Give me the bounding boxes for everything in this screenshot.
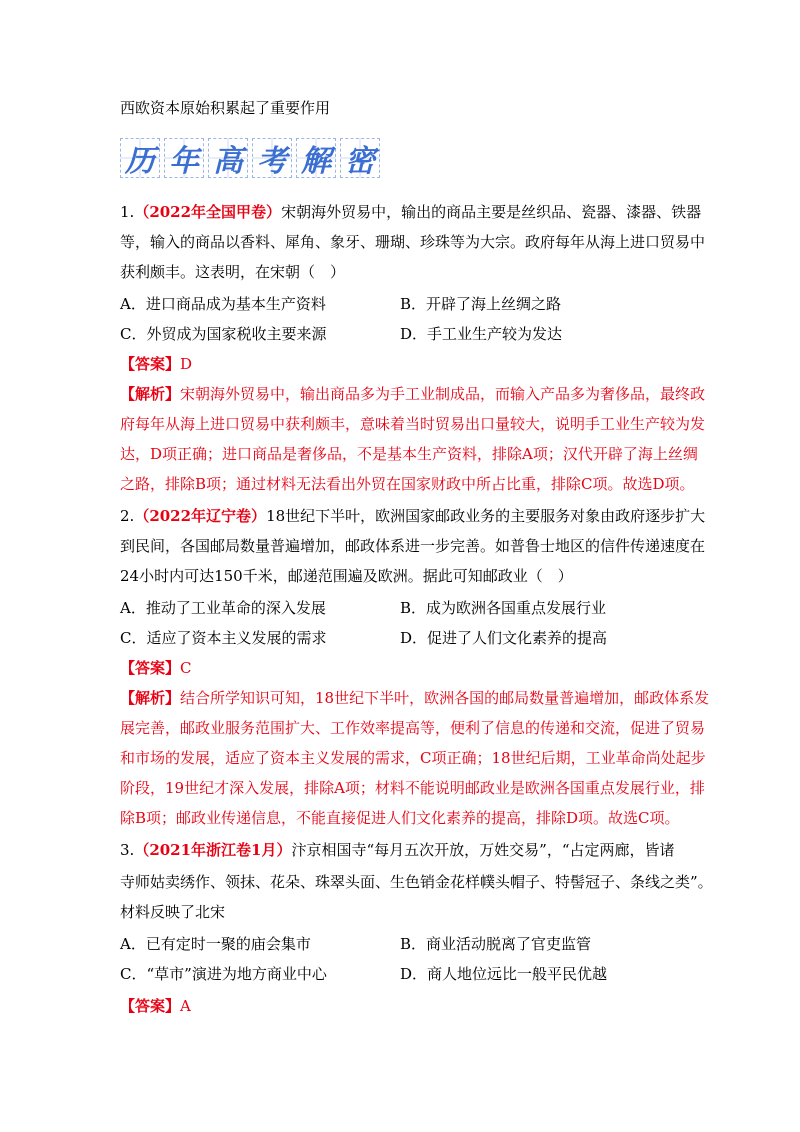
q1-analysis-text: 宋朝海外贸易中，输出商品多为手工业制成品，而输入产品多为奢侈品，最终政 <box>180 385 706 403</box>
banner-char: 解 <box>296 138 336 178</box>
q1-analysis-line1 <box>120 384 705 404</box>
q1-stem-line2: 等，输入的商品以香料、犀角、象牙、珊瑚、珍珠等为大宗。政府每年从海上进口贸易中 <box>120 233 706 251</box>
q2-number: 2. <box>120 507 135 525</box>
q2-answer-value: C <box>180 659 192 677</box>
q3-stem-line1 <box>120 840 675 860</box>
q1-option-c: C．外贸成为国家税收主要来源 <box>120 325 327 343</box>
q2-analysis-line3: 和市场的发展，适应了资本主义发展的需求，C项正确；18世纪后期，工业革命尚处起步 <box>120 749 706 767</box>
q2-source: （2022年辽宁卷） <box>134 507 267 525</box>
banner-char: 年 <box>164 138 204 178</box>
q2-analysis-text: 结合所学知识可知，18世纪下半叶，欧洲各国的邮局数量普遍增加，邮政体系发 <box>180 689 710 707</box>
q1-option-d: D．手工业生产较为发达 <box>400 325 563 343</box>
q1-option-b: B．开辟了海上丝绸之路 <box>400 295 562 313</box>
q2-stem-line2: 到民间，各国邮局数量普遍增加，邮政体系进一步完善。如普鲁士地区的信件传递速度在 <box>120 537 706 555</box>
q2-answer <box>120 658 192 678</box>
banner-char: 考 <box>252 138 292 178</box>
q3-option-b: B．商业活动脱离了官吏监管 <box>400 935 592 953</box>
q1-option-a: A．进口商品成为基本生产资料 <box>120 295 326 313</box>
q1-stem-line3: 获利颇丰。这表明，在宋朝（ ） <box>120 263 346 281</box>
q2-analysis-line1 <box>120 688 709 708</box>
q1-analysis-tag: 【解析】 <box>120 385 181 403</box>
q2-stem-line1 <box>120 506 705 526</box>
q3-stem-line3: 材料反映了北宋 <box>120 903 226 921</box>
q3-answer <box>120 996 191 1016</box>
q2-option-c: C．适应了资本主义发展的需求 <box>120 629 327 647</box>
q2-stem-text: 18世纪下半叶，欧洲国家邮政业务的主要服务对象由政府逐步扩大 <box>266 507 706 525</box>
q2-analysis-tag: 【解析】 <box>120 689 181 707</box>
q2-analysis-line5: 除B项；邮政业传递信息，不能直接促进人们文化素养的提高，排除D项。故选C项。 <box>120 809 680 827</box>
section-banner <box>120 138 380 180</box>
banner-char: 密 <box>340 138 380 178</box>
q1-analysis-line3: 达，D项正确；进口商品是奢侈品，不是基本生产资料，排除A项；汉代开辟了海上丝绸 <box>120 445 698 463</box>
q1-answer <box>120 354 192 374</box>
q3-answer-value: A <box>180 997 191 1015</box>
q1-answer-value: D <box>180 355 193 373</box>
q3-option-c: C．“草市”演进为地方商业中心 <box>120 965 327 983</box>
q2-option-b: B．成为欧洲各国重点发展行业 <box>400 599 607 617</box>
q3-option-a: A．已有定时一聚的庙会集市 <box>120 935 311 953</box>
q1-analysis-line2: 府每年从海上进口贸易中获利颇丰，意味着当时贸易出口量较大，说明手工业生产较为发 <box>120 415 706 433</box>
q2-answer-tag: 【答案】 <box>120 659 181 677</box>
banner-char: 历 <box>120 138 160 178</box>
q3-source: （2021年浙江卷1月） <box>134 841 292 859</box>
intro-text: 西欧资本原始积累起了重要作用 <box>120 99 331 117</box>
q3-answer-tag: 【答案】 <box>120 997 181 1015</box>
q2-stem-line3: 24小时内可达150千米，邮递范围遍及欧洲。据此可知邮政业（ ） <box>120 567 573 585</box>
q3-number: 3. <box>120 841 135 859</box>
q2-option-d: D．促进了人们文化素养的提高 <box>400 629 608 647</box>
q3-stem-text: 汴京相国寺“每月五次开放，万姓交易”，“占定两廊，皆诸 <box>291 841 675 859</box>
q1-answer-tag: 【答案】 <box>120 355 181 373</box>
q2-option-a: A．推动了工业革命的深入发展 <box>120 599 326 617</box>
q2-analysis-line2: 展完善，邮政业服务范围扩大、工作效率提高等，便利了信息的传递和交流，促进了贸易 <box>120 719 706 737</box>
q1-stem-line1 <box>120 202 701 222</box>
q3-option-d: D．商人地位远比一般平民优越 <box>400 965 608 983</box>
q3-stem-line2: 寺师姑卖绣作、领抹、花朵、珠翠头面、生色销金花样幞头帽子、特髻冠子、条线之类”。 <box>120 873 713 891</box>
q2-analysis-line4: 阶段，19世纪才深入发展，排除A项；材料不能说明邮政业是欧洲各国重点发展行业，排 <box>120 779 705 797</box>
q1-analysis-line4: 之路，排除B项；通过材料无法看出外贸在国家财政中所占比重，排除C项。故选D项。 <box>120 475 695 493</box>
q1-source: （2022年全国甲卷） <box>134 203 282 221</box>
q1-stem-text: 宋朝海外贸易中，输出的商品主要是丝织品、瓷器、漆器、铁器 <box>281 203 702 221</box>
q1-number: 1. <box>120 203 135 221</box>
banner-char: 高 <box>208 138 248 178</box>
